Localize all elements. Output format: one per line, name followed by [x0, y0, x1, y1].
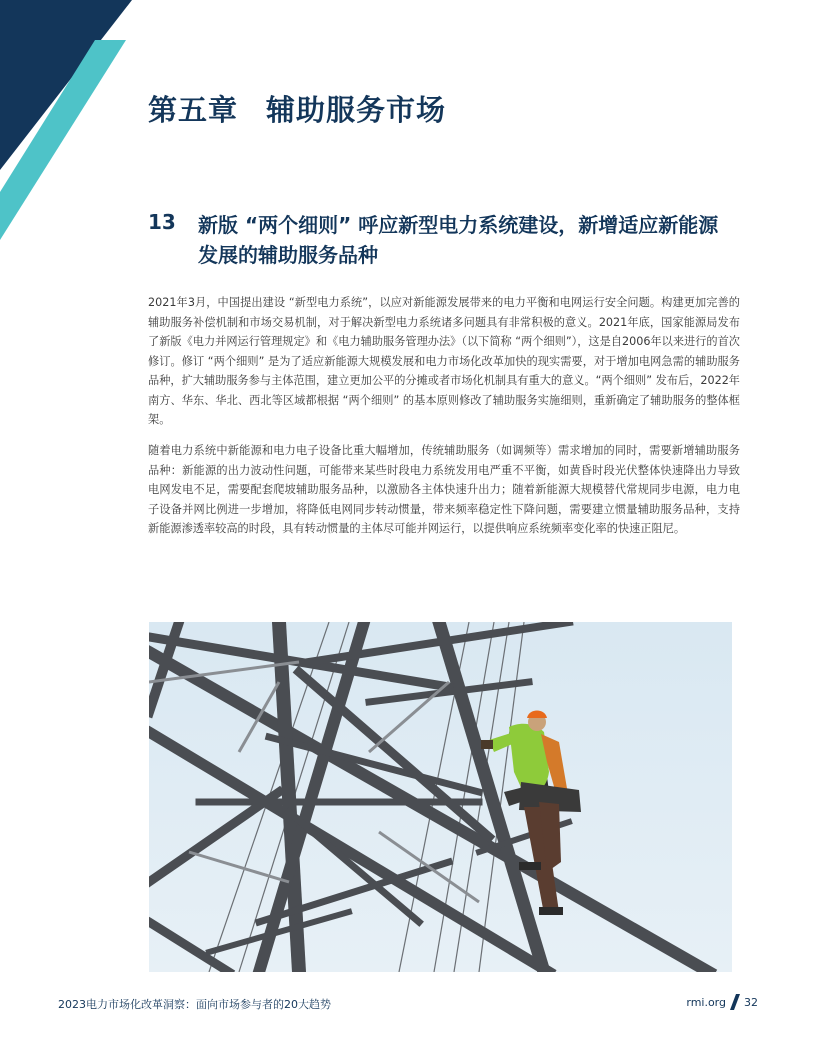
body-paragraph-2: 随着电力系统中新能源和电力电子设备比重大幅增加，传统辅助服务（如调频等）需求增加的同时，需要新增辅助服务品种：新能源的出力波动性问题，可能带来某些时段电力系统发用电严重不平衡，如黄昏时段光伏整体快速降出力导致电网发电不足，需要配套爬坡辅助服务品种，以激励各主体快速升出力；随着新能源大规模替代常规同步电源，电力电子设备并网比例进一步增加，将降低电网同步转动惯量，带来频率稳定性下降问题，需要建立惯量辅助服务品种，支持新能源渗透率较高的时段，具有转动惯量的主体尽可能并网运行，以提供响应系统频率变化率的快速正阻尼。: [148, 444, 740, 535]
corner-navy-stripe: [0, 0, 132, 170]
section-title: 新版 “两个细则” 呼应新型电力系统建设，新增适应新能源发展的辅助服务品种: [198, 213, 719, 267]
tower-illustration: [149, 622, 732, 972]
body-paragraph-1: 2021年3月，中国提出建设 “新型电力系统”，以应对新能源发展带来的电力平衡和电网运行安全问题。构建更加完善的辅助服务补偿机制和市场交易机制，对于解决新型电力系统诸多问题具有非常积极的意义。2021年底，国家能源局发布了新版《电力并网运行管理规定》和《电力辅助服务管理办法》（以下简称 “两个细则”），这是自2006年以来进行的首次修订。修订 “两个细则” 是为了适应新能源大规模发展和电力市场化改革加快的现实需要，对于增加电网急需的辅助服务品种，扩大辅助服务参与主体范围，建立更加公平的分摊或者市场化机制具有重大的意义。“两个细则” 发布后，2022年南方、华东、华北、西北等区域都根据 “两个细则” 的基本原则修改了辅助服务实施细则，重新确定了辅助服务的整体框架。: [148, 296, 740, 426]
chapter-number: 第五章: [148, 93, 239, 127]
photo-worker-on-tower: [149, 622, 732, 972]
footer-report-title: 2023电力市场化改革洞察：面向市场参与者的20大趋势: [58, 998, 331, 1011]
corner-decoration: [0, 0, 140, 250]
section-number: 13: [148, 210, 176, 234]
footer-site-link[interactable]: rmi.org: [686, 995, 726, 1009]
slash-divider-icon: [730, 994, 740, 1010]
footer-page-info: [686, 994, 758, 1010]
page-number: 32: [744, 995, 758, 1009]
chapter-name: 辅助服务市场: [266, 93, 447, 127]
chapter-title: [148, 88, 446, 129]
